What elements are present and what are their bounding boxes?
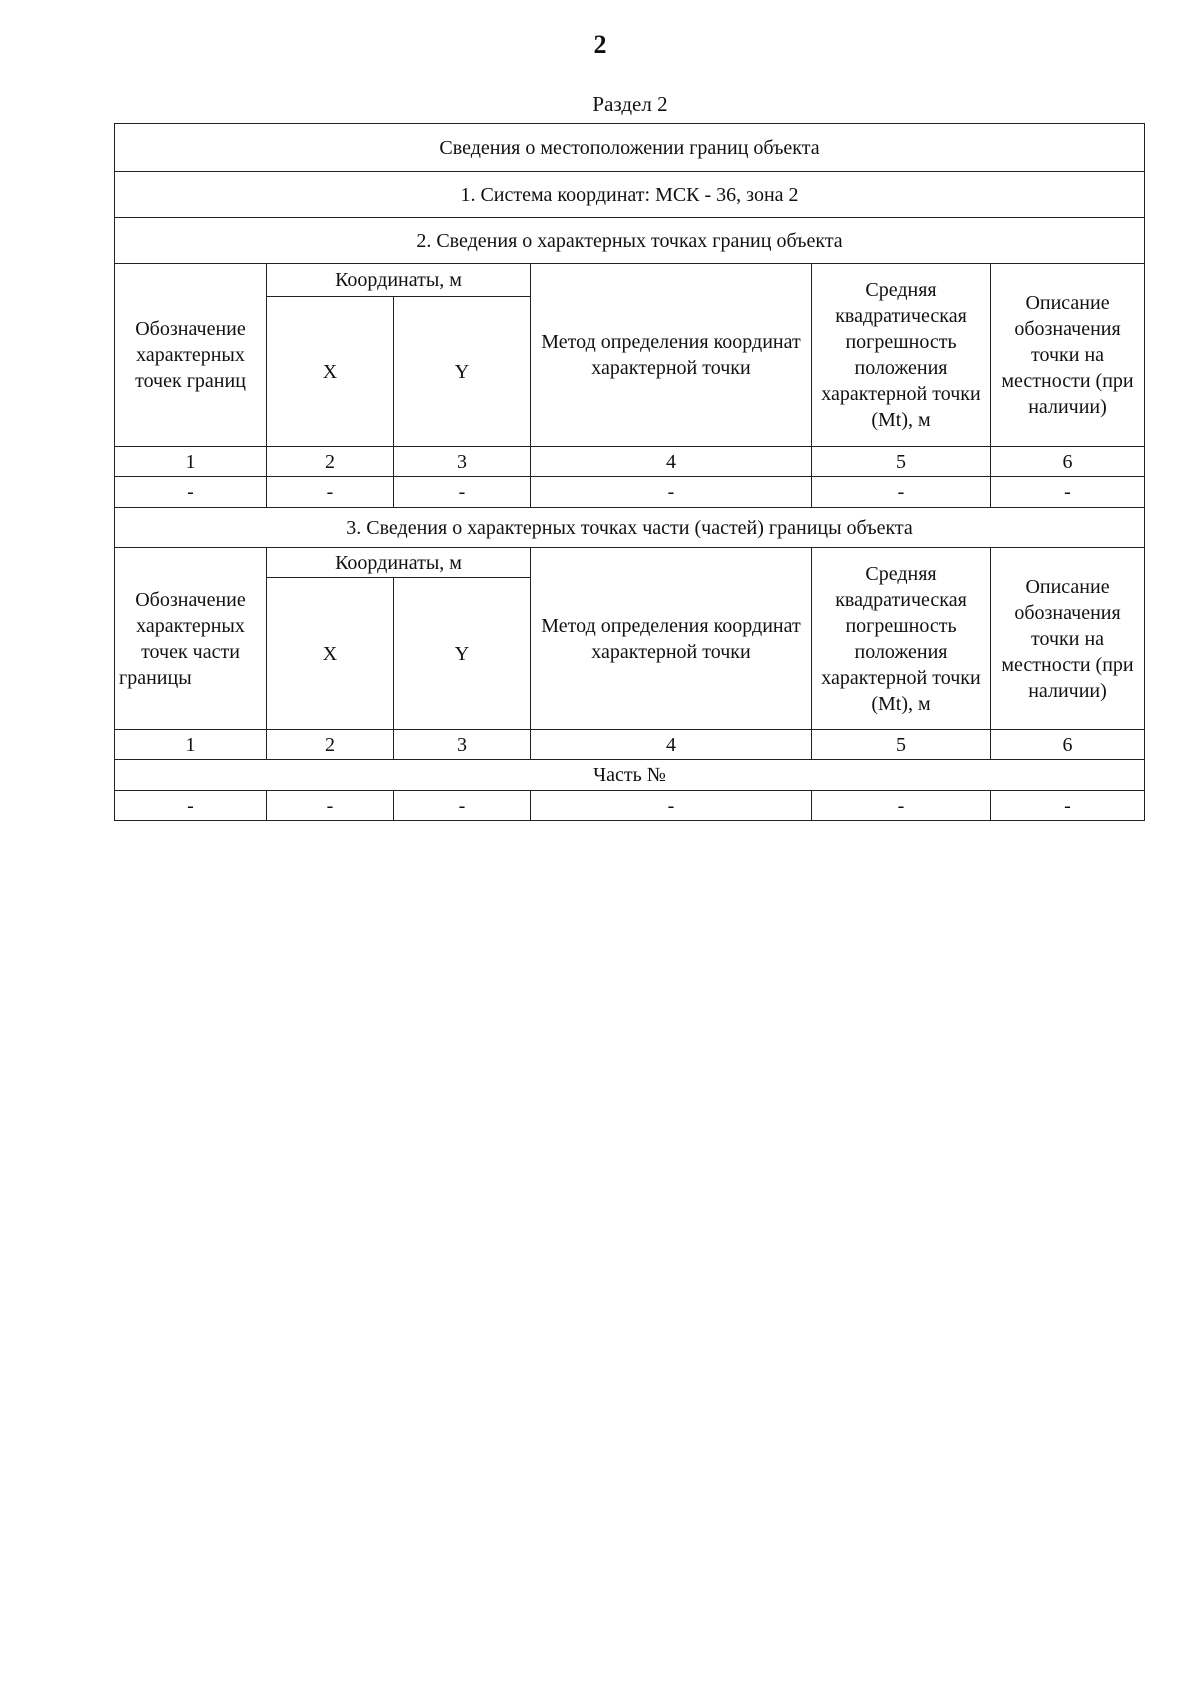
block2-cell: - bbox=[267, 791, 394, 821]
block1-number: 5 bbox=[812, 447, 991, 477]
block1-cell: - bbox=[267, 477, 394, 508]
block2-col-coordinates: Координаты, м bbox=[267, 548, 531, 578]
block1-col-description: Описание обозначения точки на местности (при наличии) bbox=[991, 264, 1145, 447]
block2-number: 5 bbox=[812, 730, 991, 760]
block2-part-row bbox=[115, 760, 1145, 791]
block1-header-row bbox=[115, 264, 1145, 297]
boundary-table bbox=[114, 123, 1145, 821]
block2-number: 4 bbox=[531, 730, 812, 760]
table-title: Сведения о местоположении границ объекта bbox=[115, 124, 1145, 172]
block2-cell: - bbox=[115, 791, 267, 821]
block1-heading-row bbox=[115, 218, 1145, 264]
block1-cell: - bbox=[531, 477, 812, 508]
block2-cell: - bbox=[531, 791, 812, 821]
block2-col-x: X bbox=[267, 578, 394, 730]
block2-col-y: Y bbox=[394, 578, 531, 730]
block1-heading: 2. Сведения о характерных точках границ объекта bbox=[115, 218, 1145, 264]
block2-col-method: Метод определения координат характерной точки bbox=[531, 548, 812, 730]
block1-col-error: Средняя квадратическая погрешность положения характерной точки (Mt), м bbox=[812, 264, 991, 447]
block1-number: 6 bbox=[991, 447, 1145, 477]
block1-number: 3 bbox=[394, 447, 531, 477]
block1-cell: - bbox=[991, 477, 1145, 508]
block2-col-description: Описание обозначения точки на местности (при наличии) bbox=[991, 548, 1145, 730]
block1-col-method: Метод определения координат характерной точки bbox=[531, 264, 812, 447]
block1-number: 1 bbox=[115, 447, 267, 477]
block1-cell: - bbox=[394, 477, 531, 508]
block2-number-row bbox=[115, 730, 1145, 760]
block1-col-x: X bbox=[267, 297, 394, 447]
page-number: 2 bbox=[593, 30, 607, 59]
block1-col-coordinates: Координаты, м bbox=[267, 264, 531, 297]
block1-number-row bbox=[115, 447, 1145, 477]
block2-cell: - bbox=[991, 791, 1145, 821]
block2-header-row bbox=[115, 548, 1145, 578]
block2-number: 1 bbox=[115, 730, 267, 760]
block1-cell: - bbox=[812, 477, 991, 508]
block2-col-error: Средняя квадратическая погрешность положения характерной точки (Mt), м bbox=[812, 548, 991, 730]
block2-cell: - bbox=[394, 791, 531, 821]
block1-col-designation: Обозначение характерных точек границ bbox=[115, 264, 267, 447]
table-row bbox=[115, 477, 1145, 508]
coordinate-system-row bbox=[115, 172, 1145, 218]
block1-number: 2 bbox=[267, 447, 394, 477]
section-title: Раздел 2 bbox=[592, 92, 668, 116]
block1-number: 4 bbox=[531, 447, 812, 477]
block2-col-designation: Обозначение характерных точек части границы bbox=[115, 548, 267, 730]
block2-cell: - bbox=[812, 791, 991, 821]
block2-heading: 3. Сведения о характерных точках части (частей) границы объекта bbox=[115, 508, 1145, 548]
block2-heading-row bbox=[115, 508, 1145, 548]
block2-number: 2 bbox=[267, 730, 394, 760]
table-title-row bbox=[115, 124, 1145, 172]
table-row bbox=[115, 791, 1145, 821]
block1-col-y: Y bbox=[394, 297, 531, 447]
block2-number: 6 bbox=[991, 730, 1145, 760]
block2-part-label: Часть № bbox=[115, 760, 1145, 791]
block2-number: 3 bbox=[394, 730, 531, 760]
coordinate-system: 1. Система координат: МСК - 36, зона 2 bbox=[115, 172, 1145, 218]
block1-cell: - bbox=[115, 477, 267, 508]
